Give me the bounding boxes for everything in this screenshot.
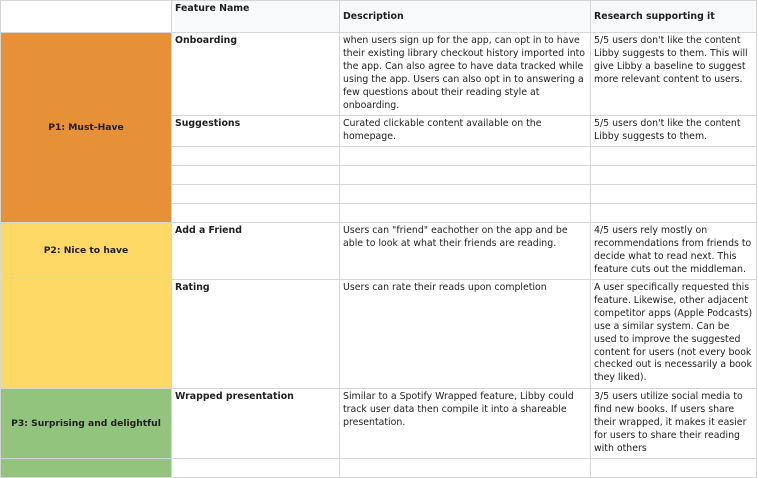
empty-cell[interactable] xyxy=(172,185,340,204)
header-priority-cell[interactable] xyxy=(1,1,172,33)
research-wrapped[interactable]: 3/5 users utilize social media to find new books. If users share their wrapped, it makes it easier for users to share their reading with others xyxy=(591,389,757,459)
feature-add-friend[interactable]: Add a Friend xyxy=(172,223,340,280)
feature-rating[interactable]: Rating xyxy=(172,280,340,389)
empty-cell[interactable] xyxy=(340,204,591,223)
description-rating[interactable]: Users can rate their reads upon completion xyxy=(340,280,591,389)
table-row-add-friend xyxy=(1,223,757,280)
feature-onboarding[interactable]: Onboarding xyxy=(172,33,340,116)
research-onboarding[interactable]: 5/5 users don't like the content Libby suggests to them. This will give Libby a baseline to suggest more relevant content to users. xyxy=(591,33,757,116)
description-onboarding[interactable]: when users sign up for the app, can opt in to have their existing library checkout history imported into the app. Can also agree to have data tracked while using the app. Users can also opt in to answering a few questions about their reading style at onboarding. xyxy=(340,33,591,116)
table-row-wrapped xyxy=(1,389,757,459)
empty-cell[interactable] xyxy=(172,147,340,166)
priority-p3-continuation-cell[interactable] xyxy=(1,459,172,478)
empty-cell[interactable] xyxy=(172,166,340,185)
header-feature-name[interactable]: Feature Name xyxy=(172,1,340,33)
description-add-friend[interactable]: Users can "friend" eachother on the app and be able to look at what their friends are reading. xyxy=(340,223,591,280)
empty-cell[interactable] xyxy=(172,459,340,478)
empty-cell[interactable] xyxy=(340,166,591,185)
empty-cell[interactable] xyxy=(591,147,757,166)
header-description[interactable]: Description xyxy=(340,1,591,33)
empty-cell[interactable] xyxy=(591,166,757,185)
priority-p1-cell[interactable]: P1: Must-Have xyxy=(1,33,172,223)
feature-wrapped[interactable]: Wrapped presentation xyxy=(172,389,340,459)
empty-cell[interactable] xyxy=(172,204,340,223)
empty-cell[interactable] xyxy=(591,185,757,204)
table-row-empty xyxy=(1,459,757,478)
description-wrapped[interactable]: Similar to a Spotify Wrapped feature, Libby could track user data then compile it into a shareable presentation. xyxy=(340,389,591,459)
description-suggestions[interactable]: Curated clickable content available on the homepage. xyxy=(340,116,591,147)
empty-cell[interactable] xyxy=(591,459,757,478)
research-rating[interactable]: A user specifically requested this feature. Likewise, other adjacent competitor apps (Apple Podcasts) use a similar system. Can be used to improve the suggested content for users (not every book checked out is necessarily a book they liked). xyxy=(591,280,757,389)
priority-p3-cell[interactable]: P3: Surprising and delightful xyxy=(1,389,172,459)
header-research[interactable]: Research supporting it xyxy=(591,1,757,33)
table-row-rating xyxy=(1,280,757,389)
empty-cell[interactable] xyxy=(591,204,757,223)
header-row xyxy=(1,1,757,33)
research-suggestions[interactable]: 5/5 users don't like the content Libby suggests to them. xyxy=(591,116,757,147)
feature-suggestions[interactable]: Suggestions xyxy=(172,116,340,147)
empty-cell[interactable] xyxy=(340,459,591,478)
empty-cell[interactable] xyxy=(340,185,591,204)
empty-cell[interactable] xyxy=(340,147,591,166)
research-add-friend[interactable]: 4/5 users rely mostly on recommendations from friends to decide what to read next. This feature cuts out the middleman. xyxy=(591,223,757,280)
table-row-onboarding xyxy=(1,33,757,116)
priority-p2-continuation-cell[interactable] xyxy=(1,280,172,389)
priority-p2-cell[interactable]: P2: Nice to have xyxy=(1,223,172,280)
